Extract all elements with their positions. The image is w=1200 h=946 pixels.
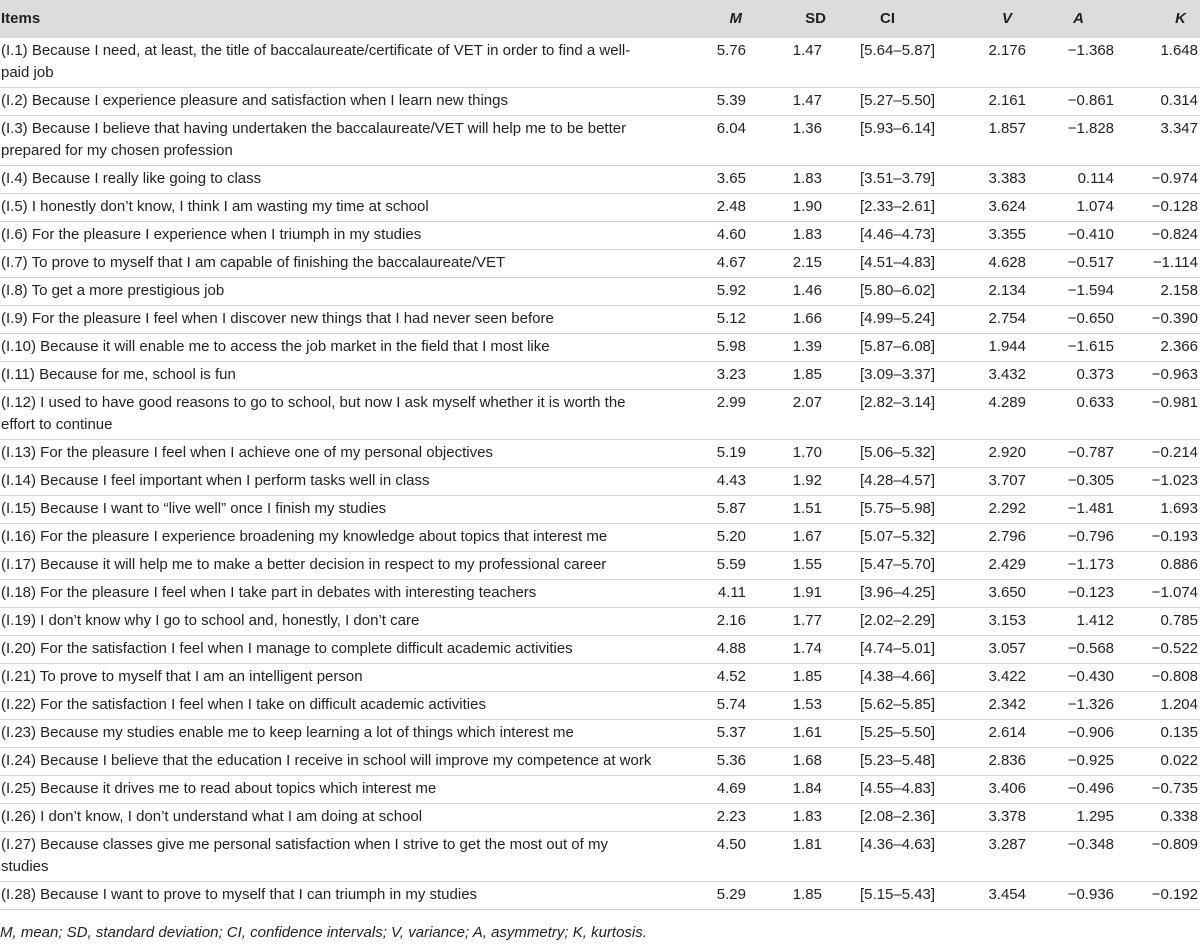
ci-cell: [5.25–5.50] (860, 724, 936, 741)
sd-cell: 1.85 (792, 886, 822, 903)
kurtosis-cell: −0.193 (1151, 528, 1198, 545)
table-row (0, 222, 1200, 250)
mean-cell: 4.52 (716, 668, 746, 685)
variance-cell: 3.454 (988, 886, 1026, 903)
ci-cell: [5.27–5.50] (860, 92, 936, 109)
variance-cell: 2.176 (988, 42, 1026, 59)
table-row (0, 440, 1200, 468)
kurtosis-cell: −1.114 (1152, 254, 1198, 271)
asymmetry-cell: −1.615 (1067, 338, 1114, 355)
kurtosis-cell: −0.128 (1151, 198, 1198, 215)
ci-cell: [5.62–5.85] (860, 696, 936, 713)
ci-cell: [5.64–5.87] (860, 42, 936, 59)
ci-cell: [3.51–3.79] (860, 170, 936, 187)
item-cell: (I.17) Because it will help me to make a better decision in respect to my professional career (1, 556, 607, 573)
sd-cell: 1.77 (792, 612, 822, 629)
asymmetry-cell: −0.787 (1067, 444, 1114, 461)
ci-cell: [4.28–4.57] (860, 472, 936, 489)
table-row (0, 720, 1200, 748)
item-cell: (I.24) Because I believe that the education I receive in school will improve my competence at work (1, 752, 652, 769)
item-cell: (I.14) Because I feel important when I perform tasks well in class (1, 472, 430, 489)
sd-cell: 1.92 (792, 472, 822, 489)
header-sd: SD (805, 10, 826, 27)
item-cell: (I.26) I don’t know, I don’t understand what I am doing at school (1, 808, 423, 825)
header-kurtosis: K (1175, 10, 1186, 27)
ci-cell: [4.74–5.01] (860, 640, 936, 657)
sd-cell: 1.85 (792, 668, 822, 685)
asymmetry-cell: −0.517 (1067, 254, 1114, 271)
variance-cell: 4.289 (988, 394, 1026, 411)
item-cell: (I.3) Because I believe that having undertaken the baccalaureate/VET will help me to be better prepared for my chosen profession (1, 120, 627, 159)
asymmetry-cell: 0.373 (1076, 366, 1114, 383)
table-row (0, 832, 1200, 882)
mean-cell: 5.92 (716, 282, 746, 299)
asymmetry-cell: −0.568 (1067, 640, 1114, 657)
asymmetry-cell: −1.828 (1067, 120, 1114, 137)
kurtosis-cell: 2.366 (1160, 338, 1198, 355)
kurtosis-cell: −0.981 (1151, 394, 1198, 411)
mean-cell: 4.50 (716, 836, 746, 853)
item-cell: (I.6) For the pleasure I experience when I triumph in my studies (1, 226, 422, 243)
kurtosis-cell: 3.347 (1160, 120, 1198, 137)
asymmetry-cell: 1.074 (1076, 198, 1114, 215)
table-row (0, 776, 1200, 804)
kurtosis-cell: −0.963 (1151, 366, 1198, 383)
table-row (0, 524, 1200, 552)
variance-cell: 2.796 (988, 528, 1026, 545)
sd-cell: 1.51 (792, 500, 822, 517)
kurtosis-cell: 1.648 (1160, 42, 1198, 59)
ci-cell: [2.02–2.29] (860, 612, 936, 629)
sd-cell: 1.83 (792, 226, 822, 243)
mean-cell: 2.23 (716, 808, 746, 825)
mean-cell: 5.87 (716, 500, 746, 517)
kurtosis-cell: −1.074 (1151, 584, 1198, 601)
sd-cell: 1.91 (792, 584, 822, 601)
item-cell: (I.28) Because I want to prove to myself that I can triumph in my studies (1, 886, 478, 903)
item-cell: (I.21) To prove to myself that I am an intelligent person (1, 668, 363, 685)
ci-cell: [5.47–5.70] (860, 556, 936, 573)
asymmetry-cell: −0.796 (1067, 528, 1114, 545)
ci-cell: [3.96–4.25] (860, 584, 936, 601)
mean-cell: 2.48 (716, 198, 746, 215)
sd-cell: 2.07 (792, 394, 822, 411)
table-row (0, 306, 1200, 334)
item-cell: (I.10) Because it will enable me to access the job market in the field that I most like (1, 338, 550, 355)
variance-cell: 3.422 (988, 668, 1026, 685)
mean-cell: 4.60 (716, 226, 746, 243)
mean-cell: 5.36 (716, 752, 746, 769)
sd-cell: 1.47 (792, 92, 822, 109)
mean-cell: 2.16 (716, 612, 746, 629)
kurtosis-cell: 0.135 (1160, 724, 1198, 741)
kurtosis-cell: 0.022 (1160, 752, 1198, 769)
table-body (0, 38, 1200, 910)
ci-cell: [3.09–3.37] (860, 366, 936, 383)
mean-cell: 5.29 (716, 886, 746, 903)
header-variance: V (1001, 10, 1012, 27)
table-row (0, 804, 1200, 832)
ci-cell: [4.51–4.83] (860, 254, 936, 271)
table-row (0, 882, 1200, 910)
table-row (0, 362, 1200, 390)
asymmetry-cell: −0.906 (1067, 724, 1114, 741)
sd-cell: 1.81 (792, 836, 822, 853)
table-row (0, 664, 1200, 692)
asymmetry-cell: −0.650 (1067, 310, 1114, 327)
item-cell: (I.9) For the pleasure I feel when I discover new things that I had never seen before (1, 310, 554, 327)
ci-cell: [4.55–4.83] (860, 780, 936, 797)
kurtosis-cell: −0.824 (1151, 226, 1198, 243)
item-cell: (I.23) Because my studies enable me to keep learning a lot of things which interest me (1, 724, 574, 741)
ci-cell: [2.08–2.36] (860, 808, 936, 825)
sd-cell: 1.39 (792, 338, 822, 355)
table-row (0, 748, 1200, 776)
asymmetry-cell: −1.326 (1067, 696, 1114, 713)
mean-cell: 6.04 (716, 120, 746, 137)
asymmetry-cell: −1.173 (1067, 556, 1114, 573)
kurtosis-cell: −0.192 (1151, 886, 1198, 903)
variance-cell: 3.432 (988, 366, 1026, 383)
asymmetry-cell: 1.412 (1076, 612, 1114, 629)
variance-cell: 2.429 (988, 556, 1026, 573)
kurtosis-cell: 0.338 (1160, 808, 1198, 825)
mean-cell: 4.11 (717, 584, 746, 601)
asymmetry-cell: −0.861 (1067, 92, 1114, 109)
table-row (0, 608, 1200, 636)
asymmetry-cell: 0.114 (1077, 170, 1114, 187)
sd-cell: 2.15 (792, 254, 822, 271)
ci-cell: [4.99–5.24] (860, 310, 936, 327)
sd-cell: 1.67 (792, 528, 822, 545)
variance-cell: 3.057 (988, 640, 1026, 657)
item-cell: (I.2) Because I experience pleasure and satisfaction when I learn new things (1, 92, 508, 109)
ci-cell: [5.15–5.43] (860, 886, 936, 903)
table-row (0, 496, 1200, 524)
sd-cell: 1.74 (792, 640, 822, 657)
sd-cell: 1.68 (792, 752, 822, 769)
sd-cell: 1.53 (792, 696, 822, 713)
item-cell: (I.16) For the pleasure I experience broadening my knowledge about topics that interest me (1, 528, 608, 545)
asymmetry-cell: 0.633 (1076, 394, 1114, 411)
asymmetry-cell: −0.936 (1067, 886, 1114, 903)
header-asymmetry: A (1073, 10, 1084, 27)
kurtosis-cell: −0.809 (1151, 836, 1198, 853)
variance-cell: 3.153 (988, 612, 1026, 629)
item-cell: (I.13) For the pleasure I feel when I achieve one of my personal objectives (1, 444, 493, 461)
ci-cell: [5.07–5.32] (860, 528, 936, 545)
asymmetry-cell: −1.481 (1067, 500, 1114, 517)
asymmetry-cell: −1.368 (1067, 42, 1114, 59)
item-cell: (I.4) Because I really like going to class (1, 170, 262, 187)
item-cell: (I.18) For the pleasure I feel when I take part in debates with interesting teachers (1, 584, 537, 601)
variance-cell: 3.383 (988, 170, 1026, 187)
table-row (0, 38, 1200, 88)
kurtosis-cell: −0.808 (1151, 668, 1198, 685)
item-cell: (I.22) For the satisfaction I feel when I take on difficult academic activities (1, 696, 486, 713)
variance-cell: 2.754 (988, 310, 1026, 327)
mean-cell: 3.23 (716, 366, 746, 383)
kurtosis-cell: −0.974 (1151, 170, 1198, 187)
item-cell: (I.12) I used to have good reasons to go to school, but now I ask myself whether it is worth the effort to continue (1, 394, 626, 433)
sd-cell: 1.70 (792, 444, 822, 461)
table-footnote: M, mean; SD, standard deviation; CI, confidence intervals; V, variance; A, asymmetry; K, kurtosis. (0, 924, 647, 941)
ci-cell: [4.38–4.66] (860, 668, 936, 685)
variance-cell: 2.161 (988, 92, 1026, 109)
header-mean: M (729, 10, 742, 27)
sd-cell: 1.55 (792, 556, 822, 573)
variance-cell: 2.836 (988, 752, 1026, 769)
table-row (0, 88, 1200, 116)
mean-cell: 5.20 (716, 528, 746, 545)
mean-cell: 5.37 (716, 724, 746, 741)
asymmetry-cell: −0.305 (1067, 472, 1114, 489)
item-cell: (I.15) Because I want to “live well” once I finish my studies (1, 500, 387, 517)
ci-cell: [4.36–4.63] (860, 836, 936, 853)
kurtosis-cell: −0.735 (1151, 780, 1198, 797)
ci-cell: [5.80–6.02] (860, 282, 936, 299)
kurtosis-cell: −0.390 (1151, 310, 1198, 327)
asymmetry-cell: −0.348 (1067, 836, 1114, 853)
mean-cell: 3.65 (716, 170, 746, 187)
sd-cell: 1.84 (792, 780, 822, 797)
variance-cell: 3.624 (988, 198, 1026, 215)
sd-cell: 1.61 (792, 724, 822, 741)
table-row (0, 636, 1200, 664)
sd-cell: 1.36 (792, 120, 822, 137)
sd-cell: 1.47 (792, 42, 822, 59)
item-cell: (I.11) Because for me, school is fun (1, 366, 236, 383)
kurtosis-cell: −0.214 (1151, 444, 1198, 461)
table-row (0, 390, 1200, 440)
asymmetry-cell: −0.123 (1067, 584, 1114, 601)
mean-cell: 5.19 (716, 444, 746, 461)
variance-cell: 4.628 (988, 254, 1026, 271)
variance-cell: 3.650 (988, 584, 1026, 601)
ci-cell: [2.33–2.61] (860, 198, 936, 215)
ci-cell: [5.06–5.32] (860, 444, 936, 461)
variance-cell: 2.292 (988, 500, 1026, 517)
item-cell: (I.27) Because classes give me personal satisfaction when I strive to get the most out of my studies (1, 836, 608, 875)
kurtosis-cell: 0.785 (1160, 612, 1198, 629)
mean-cell: 5.74 (716, 696, 746, 713)
table-row (0, 552, 1200, 580)
variance-cell: 2.342 (988, 696, 1026, 713)
table-row (0, 194, 1200, 222)
variance-cell: 3.378 (988, 808, 1026, 825)
variance-cell: 1.857 (988, 120, 1026, 137)
kurtosis-cell: 0.886 (1160, 556, 1198, 573)
variance-cell: 3.355 (988, 226, 1026, 243)
mean-cell: 5.98 (716, 338, 746, 355)
sd-cell: 1.83 (792, 808, 822, 825)
ci-cell: [5.75–5.98] (860, 500, 936, 517)
kurtosis-cell: 2.158 (1160, 282, 1198, 299)
variance-cell: 2.920 (988, 444, 1026, 461)
header-ci: CI (880, 10, 895, 27)
ci-cell: [2.82–3.14] (860, 394, 936, 411)
kurtosis-cell: −1.023 (1151, 472, 1198, 489)
asymmetry-cell: −0.430 (1067, 668, 1114, 685)
header-row (0, 0, 1200, 38)
variance-cell: 3.406 (988, 780, 1026, 797)
item-cell: (I.8) To get a more prestigious job (1, 282, 225, 299)
sd-cell: 1.83 (792, 170, 822, 187)
mean-cell: 5.76 (716, 42, 746, 59)
mean-cell: 4.43 (716, 472, 746, 489)
variance-cell: 3.287 (988, 836, 1026, 853)
table-row (0, 166, 1200, 194)
item-cell: (I.20) For the satisfaction I feel when I manage to complete difficult academic activities (1, 640, 573, 657)
sd-cell: 1.90 (792, 198, 822, 215)
header-items: Items (1, 10, 41, 27)
asymmetry-cell: −0.496 (1067, 780, 1114, 797)
variance-cell: 2.614 (988, 724, 1026, 741)
table-header (0, 0, 1200, 38)
item-cell: (I.1) Because I need, at least, the title of baccalaureate/certificate of VET in order to find a well-paid job (1, 42, 631, 81)
variance-cell: 3.707 (988, 472, 1026, 489)
variance-cell: 2.134 (988, 282, 1026, 299)
mean-cell: 2.99 (716, 394, 746, 411)
table-row (0, 116, 1200, 166)
mean-cell: 4.69 (716, 780, 746, 797)
asymmetry-cell: 1.295 (1076, 808, 1114, 825)
kurtosis-cell: 1.204 (1160, 696, 1198, 713)
kurtosis-cell: 0.314 (1160, 92, 1198, 109)
mean-cell: 4.67 (716, 254, 746, 271)
table-row (0, 468, 1200, 496)
table-row (0, 692, 1200, 720)
item-cell: (I.5) I honestly don’t know, I think I am wasting my time at school (1, 198, 429, 215)
variance-cell: 1.944 (988, 338, 1026, 355)
table-row (0, 580, 1200, 608)
table-row (0, 334, 1200, 362)
sd-cell: 1.46 (792, 282, 822, 299)
mean-cell: 4.88 (716, 640, 746, 657)
item-cell: (I.25) Because it drives me to read about topics which interest me (1, 780, 437, 797)
mean-cell: 5.39 (716, 92, 746, 109)
kurtosis-cell: −0.522 (1151, 640, 1198, 657)
asymmetry-cell: −0.925 (1067, 752, 1114, 769)
item-cell: (I.7) To prove to myself that I am capable of finishing the baccalaureate/VET (1, 254, 506, 271)
table-row (0, 250, 1200, 278)
ci-cell: [5.87–6.08] (860, 338, 936, 355)
mean-cell: 5.59 (716, 556, 746, 573)
table-row (0, 278, 1200, 306)
asymmetry-cell: −1.594 (1067, 282, 1114, 299)
mean-cell: 5.12 (716, 310, 746, 327)
ci-cell: [4.46–4.73] (860, 226, 936, 243)
sd-cell: 1.85 (792, 366, 822, 383)
item-cell: (I.19) I don’t know why I go to school and, honestly, I don’t care (1, 612, 420, 629)
kurtosis-cell: 1.693 (1160, 500, 1198, 517)
ci-cell: [5.93–6.14] (860, 120, 936, 137)
sd-cell: 1.66 (792, 310, 822, 327)
asymmetry-cell: −0.410 (1067, 226, 1114, 243)
ci-cell: [5.23–5.48] (860, 752, 936, 769)
